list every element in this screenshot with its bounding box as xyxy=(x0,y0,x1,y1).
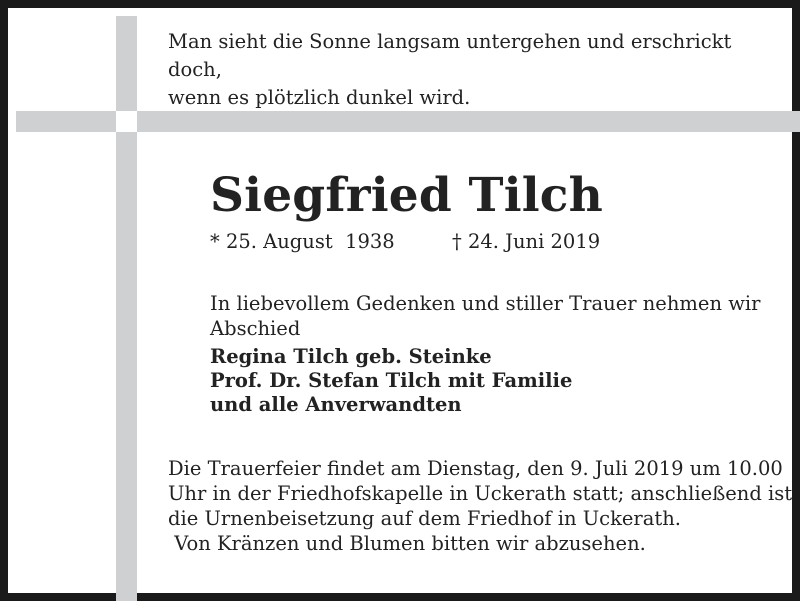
cross-vertical-bar xyxy=(116,16,137,601)
notice-line: die Urnenbeisetzung auf dem Friedhof in Uckerath. xyxy=(168,507,681,530)
mourner-name: und alle Anverwandten xyxy=(210,393,462,416)
birth-date: * 25. August 1938 xyxy=(210,230,395,253)
motto-line-2: wenn es plötzlich dunkel wird. xyxy=(168,86,471,109)
notice-line: Uhr in der Friedhofskapelle in Uckerath statt; anschließend ist xyxy=(168,482,793,505)
cross-center xyxy=(116,111,137,132)
notice-line: Die Trauerfeier findet am Dienstag, den 9. Juli 2019 um 10.00 xyxy=(168,457,783,480)
mourners-list xyxy=(210,345,572,417)
mourner-name: Regina Tilch geb. Steinke xyxy=(210,345,492,368)
motto-line-1: Man sieht die Sonne langsam untergehen und erschrickt doch, xyxy=(168,30,732,81)
motto-quote xyxy=(168,28,768,112)
farewell-text: In liebevollem Gedenken und stiller Trauer nehmen wir Abschied xyxy=(210,292,761,340)
funeral-notice xyxy=(168,456,793,556)
deceased-name: Siegfried Tilch xyxy=(210,168,603,223)
death-date: † 24. Juni 2019 xyxy=(452,230,601,253)
notice-line: Von Kränzen und Blumen bitten wir abzusehen. xyxy=(168,532,646,555)
mourner-name: Prof. Dr. Stefan Tilch mit Familie xyxy=(210,369,573,392)
